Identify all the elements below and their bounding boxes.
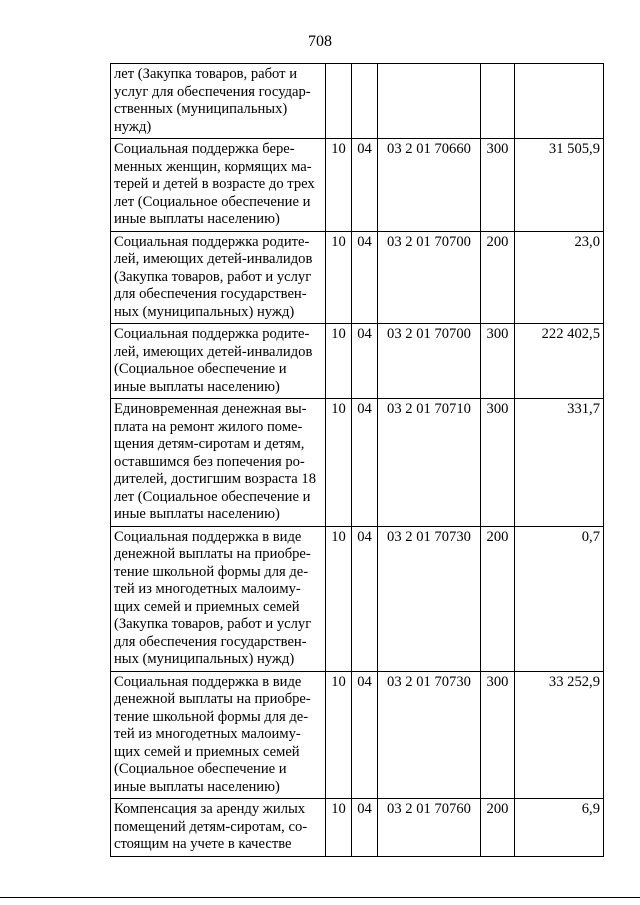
subsection-code-cell: 04 <box>352 324 378 399</box>
target-article-cell: 03 2 01 70700 <box>378 231 481 324</box>
item-name-line: ных (муниципальных) нужд) <box>114 651 295 667</box>
item-name-line: тей из многодетных малоиму- <box>114 726 301 742</box>
page-bottom-rule <box>0 897 640 898</box>
table-row <box>111 231 604 324</box>
item-name-line: ных (муниципальных) нужд) <box>114 303 295 320</box>
target-article-cell: 03 2 01 70660 <box>378 139 481 232</box>
amount-cell: 6,9 <box>515 799 604 857</box>
subsection-code-cell: 04 <box>352 526 378 671</box>
amount-cell: 0,7 <box>515 526 604 671</box>
expense-type-cell: 300 <box>481 139 515 232</box>
table-row <box>111 526 604 671</box>
item-name-line: (Социальное обеспечение и <box>114 761 287 777</box>
item-name-line: нужд) <box>114 118 152 135</box>
subsection-code-cell: 04 <box>352 399 378 527</box>
expense-type-cell <box>481 64 515 139</box>
item-name-line: тение школьной формы для де- <box>114 708 309 725</box>
expense-type-cell: 200 <box>481 799 515 857</box>
item-name-line: (Закупка товаров, работ и услуг <box>114 268 312 285</box>
item-name-line: для обеспечения государствен- <box>114 633 307 650</box>
section-code-cell: 10 <box>326 671 352 799</box>
section-code-cell: 10 <box>326 139 352 232</box>
amount-cell: 33 252,9 <box>515 671 604 799</box>
item-name-line: Единовременная денежная вы- <box>114 401 307 417</box>
amount-cell <box>515 64 604 139</box>
item-name-line: терей и детей в возрасте до трех <box>114 176 315 192</box>
amount-cell: 331,7 <box>515 399 604 527</box>
item-name-line: плата на ремонт жилого поме- <box>114 418 303 435</box>
item-name-line: щих семей и приемных семей <box>114 743 300 760</box>
expense-type-cell: 300 <box>481 324 515 399</box>
table-row <box>111 139 604 232</box>
item-name-line: щих семей и приемных семей <box>114 598 300 615</box>
subsection-code-cell: 04 <box>352 231 378 324</box>
item-name-cell <box>111 139 326 232</box>
expense-type-cell: 300 <box>481 671 515 799</box>
item-name-line: Социальная поддержка в виде <box>114 528 302 545</box>
section-code-cell <box>326 64 352 139</box>
item-name-cell <box>111 399 326 527</box>
item-name-line: Социальная поддержка родите- <box>114 326 310 342</box>
item-name-line: дителей, достигшим возраста 18 <box>114 471 317 487</box>
item-name-line: ственных (муниципальных) <box>114 101 288 117</box>
item-name-line: лет (Социальное обеспечение и <box>114 193 311 210</box>
target-article-cell: 03 2 01 70730 <box>378 526 481 671</box>
item-name-line: денежной выплаты на приобре- <box>114 691 311 707</box>
item-name-line: оставшимся без попечения ро- <box>114 453 305 470</box>
target-article-cell: 03 2 01 70760 <box>378 799 481 857</box>
subsection-code-cell <box>352 64 378 139</box>
amount-cell: 222 402,5 <box>515 324 604 399</box>
item-name-line: лет (Закупка товаров, работ и <box>114 66 297 82</box>
amount-cell: 23,0 <box>515 231 604 324</box>
item-name-cell <box>111 324 326 399</box>
item-name-line: Компенсация за аренду жилых <box>114 801 306 817</box>
item-name-line: услуг для обеспечения государ- <box>114 83 311 100</box>
item-name-line: тей из многодетных малоиму- <box>114 581 301 597</box>
table-row <box>111 64 604 139</box>
item-name-line: (Социальное обеспечение и <box>114 361 287 377</box>
expense-type-cell: 300 <box>481 399 515 527</box>
table-row <box>111 399 604 527</box>
item-name-line: для обеспечения государствен- <box>114 286 307 302</box>
item-name-line: лет (Социальное обеспечение и <box>114 488 311 505</box>
target-article-cell: 03 2 01 70730 <box>378 671 481 799</box>
subsection-code-cell: 04 <box>352 139 378 232</box>
table-row <box>111 671 604 799</box>
item-name-line: иные выплаты населению) <box>114 211 280 227</box>
table-row <box>111 324 604 399</box>
target-article-cell: 03 2 01 70700 <box>378 324 481 399</box>
item-name-cell <box>111 64 326 139</box>
item-name-line: стоящим на учете в качестве <box>114 836 292 852</box>
expense-type-cell: 200 <box>481 526 515 671</box>
item-name-line: (Закупка товаров, работ и услуг <box>114 616 312 632</box>
subsection-code-cell: 04 <box>352 671 378 799</box>
item-name-line: менных женщин, кормящих ма- <box>114 158 312 175</box>
amount-cell: 31 505,9 <box>515 139 604 232</box>
item-name-line: тение школьной формы для де- <box>114 563 309 580</box>
expense-type-cell: 200 <box>481 231 515 324</box>
item-name-line: лей, имеющих детей-инвалидов <box>114 343 313 360</box>
item-name-line: иные выплаты населению) <box>114 778 280 795</box>
item-name-cell <box>111 671 326 799</box>
target-article-cell: 03 2 01 70710 <box>378 399 481 527</box>
table-body <box>111 64 604 857</box>
table-row <box>111 799 604 857</box>
section-code-cell: 10 <box>326 526 352 671</box>
section-code-cell: 10 <box>326 231 352 324</box>
item-name-line: Социальная поддержка родите- <box>114 233 310 250</box>
item-name-line: помещений детям-сиротам, со- <box>114 818 308 835</box>
item-name-line: Социальная поддержка в виде <box>114 673 302 690</box>
section-code-cell: 10 <box>326 799 352 857</box>
item-name-line: денежной выплаты на приобре- <box>114 546 311 562</box>
subsection-code-cell: 04 <box>352 799 378 857</box>
target-article-cell <box>378 64 481 139</box>
item-name-line: иные выплаты населению) <box>114 506 280 522</box>
item-name-line: лей, имеющих детей-инвалидов <box>114 251 313 267</box>
item-name-line: щения детям-сиротам и детям, <box>114 436 305 452</box>
section-code-cell: 10 <box>326 324 352 399</box>
budget-table <box>110 63 604 857</box>
section-code-cell: 10 <box>326 399 352 527</box>
item-name-cell <box>111 799 326 857</box>
item-name-line: иные выплаты населению) <box>114 378 280 395</box>
item-name-line: Социальная поддержка бере- <box>114 141 295 157</box>
item-name-cell <box>111 526 326 671</box>
page-number: 708 <box>308 33 332 50</box>
item-name-cell <box>111 231 326 324</box>
